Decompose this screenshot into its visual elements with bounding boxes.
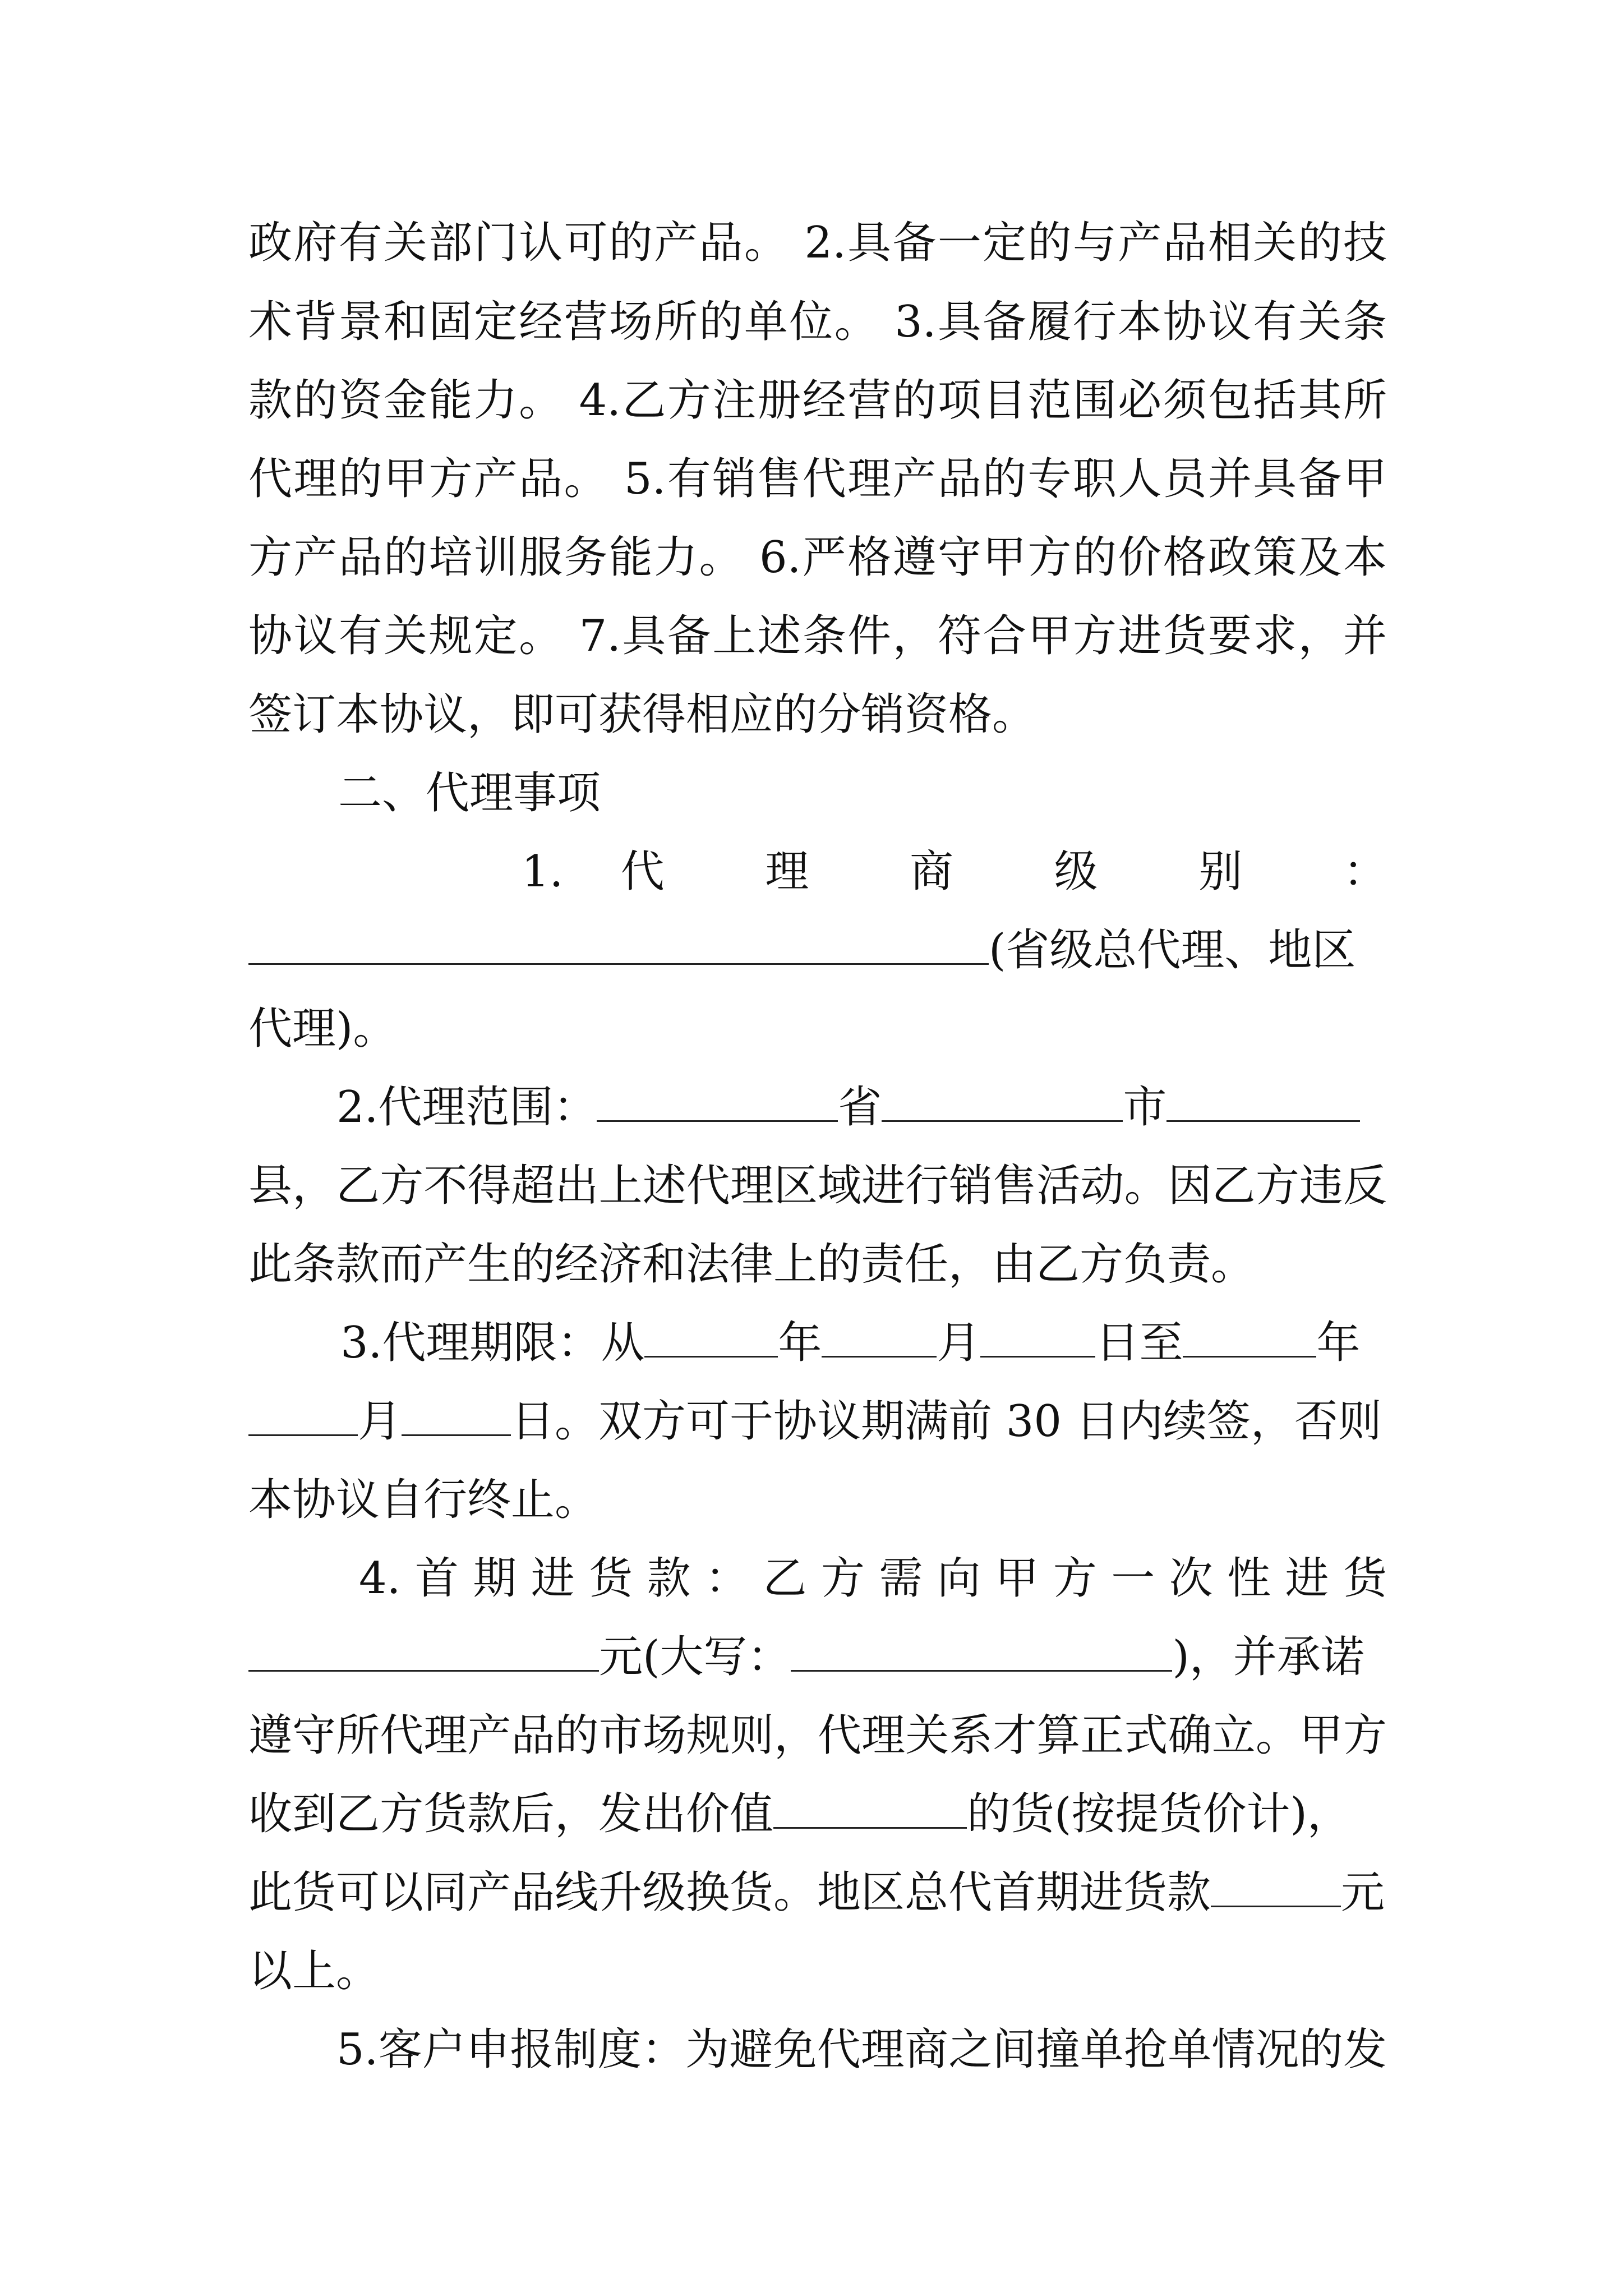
text-line: 协议有关规定。 7.具备上述条件，符合甲方进货要求，并 <box>248 611 1387 661</box>
item4-value-head: 收到乙方货款后，发出价值 <box>248 1789 774 1839</box>
province-label: 省 <box>838 1082 882 1133</box>
item1-char: 商 <box>910 846 997 897</box>
item1-tail: (省级总代理、地区 <box>989 925 1356 976</box>
blank-field <box>402 1395 511 1436</box>
item3-label: 3.代理期限：从 <box>340 1318 645 1368</box>
item1-char: 代 <box>620 846 708 897</box>
day-to-label: 日至 <box>1095 1318 1183 1368</box>
item1-line1 <box>522 841 1387 903</box>
blank-field <box>882 1081 1123 1122</box>
blank-field <box>1166 1081 1360 1122</box>
item3-line2 <box>248 1391 1387 1452</box>
blank-field <box>980 1317 1095 1358</box>
item4-line2 <box>248 1626 1387 1688</box>
text-line: 县，乙方不得超出上述代理区域进行销售活动。因乙方违反 <box>248 1161 1387 1211</box>
item4-tail: )，并承诺 <box>1172 1632 1364 1682</box>
item2-label: 2.代理范围： <box>336 1082 597 1133</box>
text-line: 4.首期进货款：乙方需向甲方一次性进货 <box>359 1553 1387 1604</box>
blank-field <box>597 1081 838 1122</box>
blank-field <box>1183 1317 1316 1358</box>
month-label: 月 <box>937 1318 981 1368</box>
item1-line2 <box>248 919 1387 981</box>
city-label: 市 <box>1123 1082 1167 1133</box>
item3-tail: 日。双方可于协议期满前 30 日内续签，否则 <box>511 1396 1382 1447</box>
item1-char: 级 <box>1054 846 1142 897</box>
text-line: 5.客户申报制度：为避免代理商之间撞单抢单情况的发 <box>336 2024 1387 2075</box>
text-line: 代理)。 <box>248 1004 397 1054</box>
blank-field <box>1211 1866 1341 1907</box>
blank-field <box>644 1317 778 1358</box>
item4-region-head: 此货可以同产品线升级换货。地区总代首期进货款 <box>248 1867 1211 1918</box>
text-line: 方产品的培训服务能力。 6.严格遵守甲方的价格政策及本 <box>248 532 1387 583</box>
item1-char: 别 <box>1198 846 1286 897</box>
item1-number: 1. <box>522 846 564 897</box>
text-line: 代理的甲方产品。 5.有销售代理产品的专职人员并具备甲 <box>248 454 1387 504</box>
blank-field <box>822 1317 937 1358</box>
item4-region-tail: 元 <box>1341 1867 1385 1918</box>
blank-field <box>248 1631 599 1672</box>
yuan-upper-label: 元(大写： <box>599 1632 791 1682</box>
text-line: 遵守所代理产品的市场规则，代理关系才算正式确立。甲方 <box>248 1710 1387 1761</box>
year-label: 年 <box>1316 1318 1361 1368</box>
text-line: 本协议自行终止。 <box>248 1475 599 1525</box>
year-label: 年 <box>778 1318 822 1368</box>
text-line: 此条款而产生的经济和法律上的责任，由乙方负责。 <box>248 1239 1255 1290</box>
text-line: 签订本协议，即可获得相应的分销资格。 <box>248 689 1036 740</box>
blank-field <box>791 1631 1172 1672</box>
blank-field <box>773 1788 967 1829</box>
item4-line5 <box>248 1862 1387 1924</box>
item4-line4 <box>248 1783 1387 1845</box>
item1-char: 理 <box>765 846 852 897</box>
text-line: 款的资金能力。 4.乙方注册经营的项目范围必须包括其所 <box>248 375 1387 426</box>
month-label: 月 <box>358 1396 402 1447</box>
section-heading: 二、代理事项 <box>338 768 601 818</box>
item3-line1 <box>340 1312 1387 1374</box>
text-line: 政府有关部门认可的产品。 2.具备一定的与产品相关的技 <box>248 218 1387 268</box>
blank-field <box>248 924 989 965</box>
item2-line1 <box>336 1076 1387 1138</box>
text-line: 术背景和固定经营场所的单位。 3.具备履行本协议有关条 <box>248 297 1387 347</box>
blank-field <box>248 1395 358 1436</box>
text-line: 以上。 <box>248 1946 380 1996</box>
item1-colon: ： <box>1343 846 1387 897</box>
item4-value-tail: 的货(按提货价计)， <box>967 1789 1351 1839</box>
